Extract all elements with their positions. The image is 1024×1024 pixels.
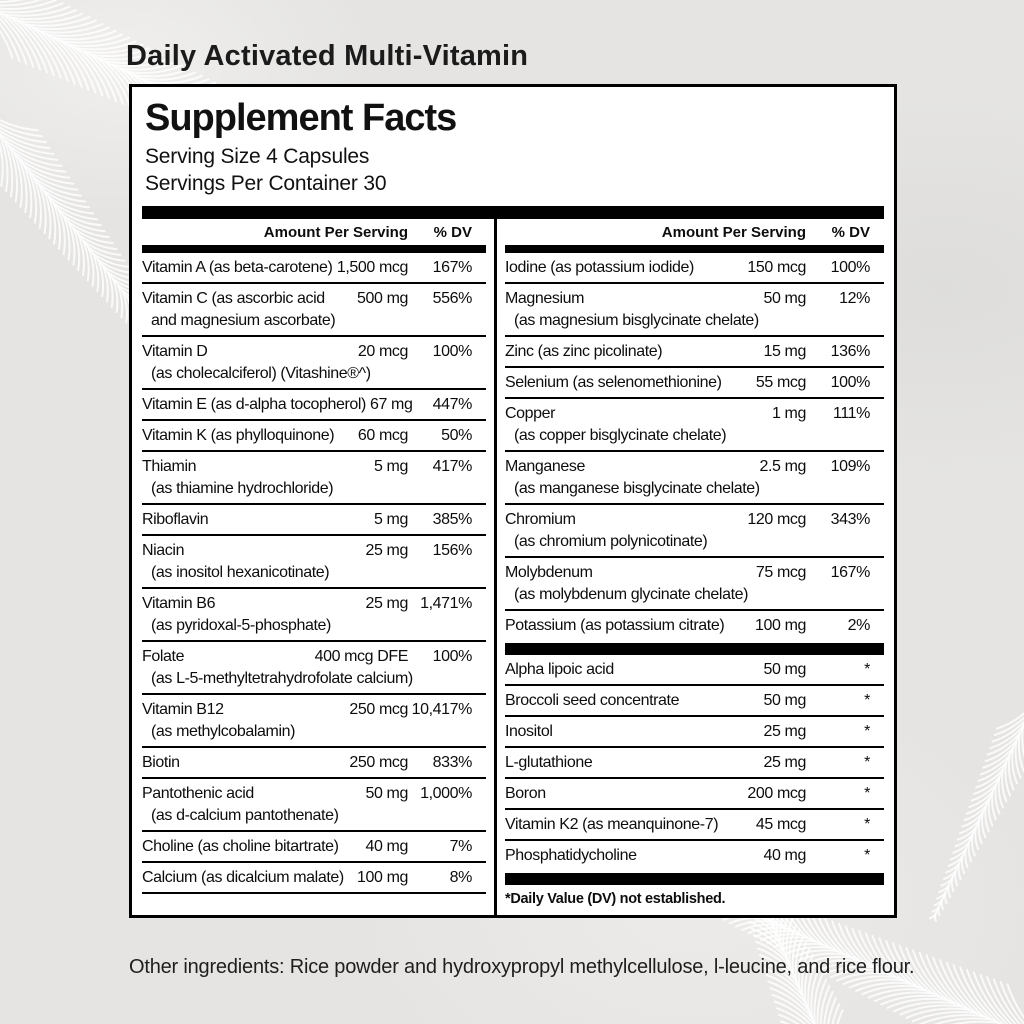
ingredient-name: Molybdenum xyxy=(505,564,593,581)
ingredient-dv: 385% xyxy=(432,511,472,528)
ingredient-amount: 25 mg xyxy=(365,542,408,559)
ingredient-dv: * xyxy=(864,661,870,678)
table-row xyxy=(505,717,884,748)
ingredient-name-subline: (as inositol hexanicotinate) xyxy=(151,564,330,581)
ingredient-dv: 7% xyxy=(449,838,472,855)
ingredient-name: Potassium (as potassium citrate) xyxy=(505,617,725,634)
table-row xyxy=(505,611,884,640)
table-row xyxy=(505,558,884,611)
row-main-line xyxy=(142,341,486,363)
ingredient-amount: 2.5 mg xyxy=(759,458,806,475)
ingredient-name: Thiamin xyxy=(142,458,197,475)
ingredient-dv: 156% xyxy=(432,542,472,559)
ingredient-dv: * xyxy=(864,692,870,709)
ingredient-name-subline: (as thiamine hydrochloride) xyxy=(151,480,334,497)
table-row xyxy=(142,779,486,832)
ingredient-name: Vitamin C (as ascorbic acid xyxy=(142,290,325,307)
row-main-line xyxy=(142,394,486,416)
ingredient-amount: 55 mcg xyxy=(755,374,806,391)
row-main-line xyxy=(505,690,884,712)
ingredient-dv: 417% xyxy=(432,458,472,475)
ingredient-name-subline: (as cholecalciferol) (Vitashine®^) xyxy=(151,365,371,382)
ingredient-amount: 67 mg xyxy=(369,396,413,413)
ingredient-dv: 111% xyxy=(833,405,870,422)
ingredient-dv: * xyxy=(864,754,870,771)
ingredient-amount: 50 mg xyxy=(763,692,806,709)
ingredient-name-subline: (as molybdenum glycinate chelate) xyxy=(514,586,749,603)
ingredient-name-subline: (as pyridoxal-5-phosphate) xyxy=(151,617,331,634)
ingredient-amount: 50 mg xyxy=(763,661,806,678)
supplement-facts-heading: Supplement Facts xyxy=(145,97,457,139)
ingredient-dv: * xyxy=(864,847,870,864)
table-row xyxy=(505,452,884,505)
ingredient-dv: 343% xyxy=(830,511,870,528)
ingredient-dv: 1,000% xyxy=(420,785,472,802)
other-ingredients: Other ingredients: Rice powder and hydroxypropyl methylcellulose, l-leucine, and rice flour. xyxy=(129,956,915,978)
ingredient-amount: 75 mcg xyxy=(755,564,806,581)
supplement-facts-panel xyxy=(129,84,897,918)
table-row xyxy=(142,337,486,390)
table-row xyxy=(505,748,884,779)
ingredient-name: Broccoli seed concentrate xyxy=(505,692,680,709)
row-main-line xyxy=(505,659,884,681)
ingredient-amount: 100 mg xyxy=(357,869,408,886)
row-main-line xyxy=(142,752,486,774)
table-row xyxy=(505,253,884,284)
ingredient-name: Magnesium xyxy=(505,290,585,307)
row-main-line xyxy=(505,752,884,774)
row-main-line xyxy=(142,257,486,279)
row-main-line xyxy=(505,721,884,743)
row-main-line xyxy=(142,509,486,531)
ingredient-name: Boron xyxy=(505,785,546,802)
ingredient-dv: 100% xyxy=(830,259,870,276)
ingredient-name: Selenium (as selenomethionine) xyxy=(505,374,722,391)
table-row xyxy=(142,536,486,589)
ingredient-dv: 12% xyxy=(839,290,870,307)
ingredient-amount: 200 mcg xyxy=(747,785,806,802)
ingredient-amount: 40 mg xyxy=(365,838,408,855)
ingredient-name: Niacin xyxy=(142,542,185,559)
table-row xyxy=(142,253,486,284)
column-header xyxy=(505,219,884,245)
row-main-line xyxy=(505,456,884,478)
row-main-line xyxy=(505,288,884,310)
ingredient-amount: 40 mg xyxy=(763,847,806,864)
table-row xyxy=(142,284,486,337)
ingredient-dv: 136% xyxy=(830,343,870,360)
facts-columns xyxy=(142,219,884,915)
ingredient-dv: * xyxy=(864,723,870,740)
ingredient-amount: 45 mcg xyxy=(755,816,806,833)
ingredient-dv: 2% xyxy=(847,617,870,634)
left-column-rows xyxy=(142,253,486,894)
ingredient-dv: 8% xyxy=(449,869,472,886)
row-main-line xyxy=(142,867,486,889)
table-row xyxy=(142,421,486,452)
ingredient-amount: 150 mcg xyxy=(747,259,806,276)
row-main-line xyxy=(142,593,486,615)
row-main-line xyxy=(505,783,884,805)
ingredient-name: Vitamin B6 xyxy=(142,595,216,612)
ingredient-dv: 167% xyxy=(432,259,472,276)
ingredient-amount: 5 mg xyxy=(374,458,408,475)
product-title: Daily Activated Multi-Vitamin xyxy=(126,40,529,72)
subheader-bar xyxy=(142,245,486,253)
table-row xyxy=(505,841,884,870)
table-row xyxy=(142,452,486,505)
ingredient-name: Vitamin D xyxy=(142,343,208,360)
subheader-bar xyxy=(505,245,884,253)
ingredient-name-subline: (as L-5-methyltetrahydrofolate calcium) xyxy=(151,670,413,687)
ingredient-name: Copper xyxy=(505,405,556,422)
ingredient-dv: 556% xyxy=(432,290,472,307)
table-row xyxy=(505,686,884,717)
table-row xyxy=(505,399,884,452)
ingredient-name: Inositol xyxy=(505,723,553,740)
ingredient-amount: 60 mcg xyxy=(357,427,408,444)
table-row xyxy=(142,832,486,863)
table-row xyxy=(142,589,486,642)
table-row xyxy=(142,390,486,421)
table-row xyxy=(142,642,486,695)
row-main-line xyxy=(142,836,486,858)
ingredient-name: Folate xyxy=(142,648,185,665)
ingredient-amount: 5 mg xyxy=(374,511,408,528)
ingredient-dv: 167% xyxy=(830,564,870,581)
amount-per-serving-header: Amount Per Serving xyxy=(263,224,408,241)
ingredient-name-subline: and magnesium ascorbate) xyxy=(151,312,336,329)
row-main-line xyxy=(505,562,884,584)
ingredient-amount: 15 mg xyxy=(763,343,806,360)
ingredient-amount: 500 mg xyxy=(357,290,408,307)
table-row xyxy=(505,505,884,558)
table-row xyxy=(142,748,486,779)
ingredient-name: Choline (as choline bitartrate) xyxy=(142,838,339,855)
table-row xyxy=(505,368,884,399)
ingredient-dv: 10,417% xyxy=(411,701,472,718)
ingredient-name: Biotin xyxy=(142,754,180,771)
ingredient-name: Vitamin A (as beta-carotene) xyxy=(142,259,333,276)
table-row xyxy=(505,655,884,686)
ingredient-dv: * xyxy=(864,785,870,802)
ingredient-name: Iodine (as potassium iodide) xyxy=(505,259,694,276)
left-column xyxy=(142,219,494,915)
ingredient-name: Calcium (as dicalcium malate) xyxy=(142,869,344,886)
ingredient-amount: 25 mg xyxy=(763,723,806,740)
table-row xyxy=(505,810,884,841)
ingredient-name-subline: (as manganese bisglycinate chelate) xyxy=(514,480,760,497)
table-row xyxy=(505,284,884,337)
ingredient-amount: 250 mcg xyxy=(349,701,408,718)
ingredient-amount: 50 mg xyxy=(365,785,408,802)
row-main-line xyxy=(505,845,884,867)
daily-value-footnote: *Daily Value (DV) not established. xyxy=(505,891,726,907)
ingredient-name-subline: (as chromium polynicotinate) xyxy=(514,533,708,550)
ingredient-amount: 1 mg xyxy=(772,405,806,422)
ingredient-amount: 100 mg xyxy=(755,617,806,634)
right-column xyxy=(494,219,884,915)
row-main-line xyxy=(505,814,884,836)
row-main-line xyxy=(505,257,884,279)
right-column-rows xyxy=(505,253,884,915)
ingredient-dv: 50% xyxy=(441,427,472,444)
ingredient-name: Vitamin E (as d-alpha tocopherol) xyxy=(142,396,366,413)
ingredient-name-subline: (as methylcobalamin) xyxy=(151,723,296,740)
ingredient-name: Manganese xyxy=(505,458,586,475)
header-divider-bar xyxy=(142,206,884,219)
table-row xyxy=(142,863,486,894)
ingredient-name: Zinc (as zinc picolinate) xyxy=(505,343,663,360)
row-main-line xyxy=(142,288,486,310)
ingredient-amount: 400 mcg DFE xyxy=(314,648,408,665)
ingredient-name: Vitamin B12 xyxy=(142,701,224,718)
ingredient-name: Phosphatidycholine xyxy=(505,847,637,864)
ingredient-amount: 120 mcg xyxy=(747,511,806,528)
row-main-line xyxy=(142,646,486,668)
table-row xyxy=(142,505,486,536)
ingredient-dv: 447% xyxy=(432,396,472,413)
ingredient-dv: * xyxy=(864,816,870,833)
ingredient-dv: 833% xyxy=(432,754,472,771)
ingredient-name: Vitamin K2 (as meanquinone-7) xyxy=(505,816,719,833)
ingredient-amount: 250 mcg xyxy=(349,754,408,771)
ingredient-name-subline: (as magnesium bisglycinate chelate) xyxy=(514,312,759,329)
ingredient-name: Pantothenic acid xyxy=(142,785,254,802)
row-main-line xyxy=(505,509,884,531)
ingredient-amount: 1,500 mcg xyxy=(336,259,408,276)
row-main-line xyxy=(142,699,486,721)
row-main-line xyxy=(505,403,884,425)
section-divider-bar xyxy=(505,643,884,655)
servings-per-container: Servings Per Container 30 xyxy=(145,172,387,195)
ingredient-name-subline: (as copper bisglycinate chelate) xyxy=(514,427,727,444)
ingredient-name: Alpha lipoic acid xyxy=(505,661,614,678)
table-row xyxy=(505,337,884,368)
ingredient-dv: 1,471% xyxy=(420,595,472,612)
ingredient-amount: 25 mg xyxy=(763,754,806,771)
ingredient-dv: 100% xyxy=(432,648,472,665)
ingredient-dv: 100% xyxy=(830,374,870,391)
panel-heading-block xyxy=(132,87,894,197)
percent-dv-header: % DV xyxy=(831,224,870,241)
row-main-line xyxy=(505,372,884,394)
row-main-line xyxy=(142,456,486,478)
table-row xyxy=(142,695,486,748)
amount-per-serving-header: Amount Per Serving xyxy=(661,224,806,241)
ingredient-name: Chromium xyxy=(505,511,576,528)
row-main-line xyxy=(505,341,884,363)
ingredient-amount: 25 mg xyxy=(365,595,408,612)
row-main-line xyxy=(142,783,486,805)
ingredient-amount: 50 mg xyxy=(763,290,806,307)
ingredient-name-subline: (as d-calcium pantothenate) xyxy=(151,807,339,824)
ingredient-dv: 100% xyxy=(432,343,472,360)
serving-size: Serving Size 4 Capsules xyxy=(145,145,370,168)
ingredient-dv: 109% xyxy=(830,458,870,475)
ingredient-name: L-glutathione xyxy=(505,754,593,771)
ingredient-amount: 20 mcg xyxy=(357,343,408,360)
row-main-line xyxy=(142,540,486,562)
percent-dv-header: % DV xyxy=(433,224,472,241)
ingredient-name: Riboflavin xyxy=(142,511,209,528)
ingredient-name: Vitamin K (as phylloquinone) xyxy=(142,427,335,444)
row-main-line xyxy=(505,615,884,637)
column-header xyxy=(142,219,486,245)
table-row xyxy=(505,779,884,810)
section-divider-bar xyxy=(505,873,884,885)
row-main-line xyxy=(142,425,486,447)
